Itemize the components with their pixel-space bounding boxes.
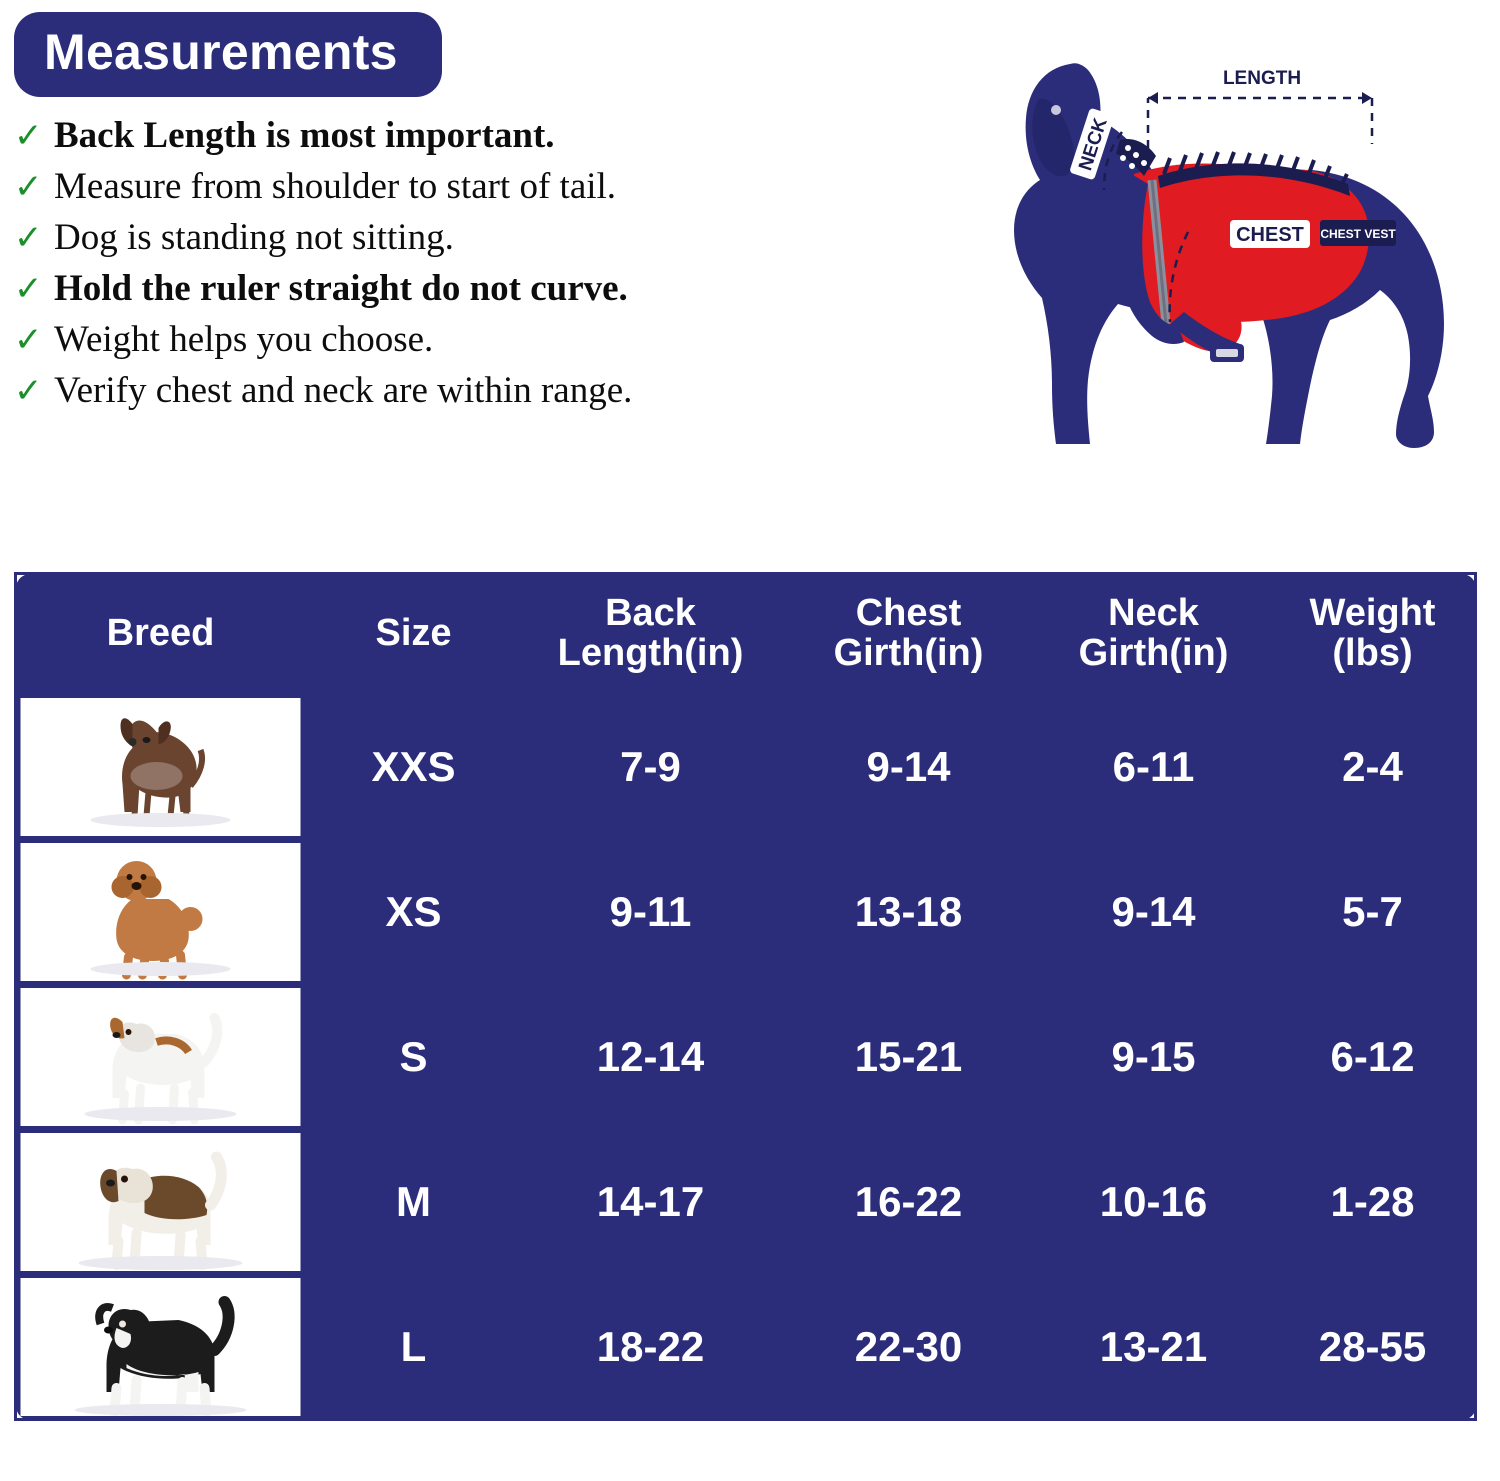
breed-photo-jack-russell-terrier (16, 985, 306, 1130)
cell-neck-girth: 9-15 (1038, 985, 1270, 1130)
cell-size: M (306, 1130, 522, 1275)
list-item-label: Back Length is most important. (54, 114, 555, 156)
check-icon: ✓ (14, 166, 43, 207)
table-row (16, 985, 1476, 1130)
list-item (14, 113, 934, 158)
cell-chest-girth: 13-18 (780, 840, 1038, 985)
size-chart-table (14, 572, 1474, 1421)
cell-weight: 5-7 (1270, 840, 1476, 985)
table-row (16, 1275, 1476, 1420)
list-item (14, 317, 934, 362)
cell-back-length: 9-11 (522, 840, 780, 985)
svg-text:NECK: NECK (1075, 115, 1112, 174)
cell-back-length: 12-14 (522, 985, 780, 1130)
cell-size: L (306, 1275, 522, 1420)
column-header-back-length: Back Length(in) (522, 574, 780, 695)
page-title: Measurements (14, 12, 442, 97)
cell-chest-girth: 15-21 (780, 985, 1038, 1130)
cell-chest-girth: 9-14 (780, 695, 1038, 840)
cell-size: S (306, 985, 522, 1130)
cell-neck-girth: 13-21 (1038, 1275, 1270, 1420)
list-item (14, 368, 934, 413)
cell-weight: 6-12 (1270, 985, 1476, 1130)
breed-photo-beagle (16, 1130, 306, 1275)
cell-back-length: 7-9 (522, 695, 780, 840)
svg-text:LENGTH: LENGTH (1222, 68, 1302, 89)
cell-chest-girth: 22-30 (780, 1275, 1038, 1420)
svg-text:CHEST: CHEST (1236, 224, 1304, 246)
check-icon: ✓ (14, 371, 43, 412)
cell-back-length: 18-22 (522, 1275, 780, 1420)
check-icon: ✓ (14, 115, 43, 156)
list-item (14, 215, 934, 260)
table-header-row (16, 574, 1476, 695)
breed-photo-chihuahua (16, 695, 306, 840)
list-item-label: Dog is standing not sitting. (54, 216, 454, 258)
table-row (16, 1130, 1476, 1275)
list-item-label: Verify chest and neck are within range. (54, 370, 633, 412)
cell-size: XS (306, 840, 522, 985)
breed-photo-border-collie (16, 1275, 306, 1420)
dog-with-vest-diagram (952, 24, 1482, 494)
measurement-tips-list (14, 113, 934, 414)
cell-weight: 28-55 (1270, 1275, 1476, 1420)
cell-neck-girth: 6-11 (1038, 695, 1270, 840)
column-header-neck-girth: Neck Girth(in) (1038, 574, 1270, 695)
column-header-chest-girth: Chest Girth(in) (780, 574, 1038, 695)
list-item-label: Hold the ruler straight do not curve. (54, 267, 628, 309)
breed-photo-poodle (16, 840, 306, 985)
check-icon: ✓ (14, 268, 43, 309)
cell-back-length: 14-17 (522, 1130, 780, 1275)
column-header-weight: Weight (lbs) (1270, 574, 1476, 695)
cell-weight: 1-28 (1270, 1130, 1476, 1275)
list-item (14, 164, 934, 209)
column-header-size: Size (306, 574, 522, 695)
table-row (16, 695, 1476, 840)
list-item (14, 266, 934, 311)
check-icon: ✓ (14, 320, 43, 360)
cell-neck-girth: 9-14 (1038, 840, 1270, 985)
cell-chest-girth: 16-22 (780, 1130, 1038, 1275)
table-row (16, 840, 1476, 985)
list-item-label: Measure from shoulder to start of tail. (54, 165, 617, 207)
svg-text:CHEST VEST: CHEST VEST (1320, 227, 1396, 241)
cell-weight: 2-4 (1270, 695, 1476, 840)
cell-neck-girth: 10-16 (1038, 1130, 1270, 1275)
list-item-label: Weight helps you choose. (54, 319, 434, 360)
cell-size: XXS (306, 695, 522, 840)
column-header-breed: Breed (16, 574, 306, 695)
check-icon: ✓ (14, 217, 43, 258)
